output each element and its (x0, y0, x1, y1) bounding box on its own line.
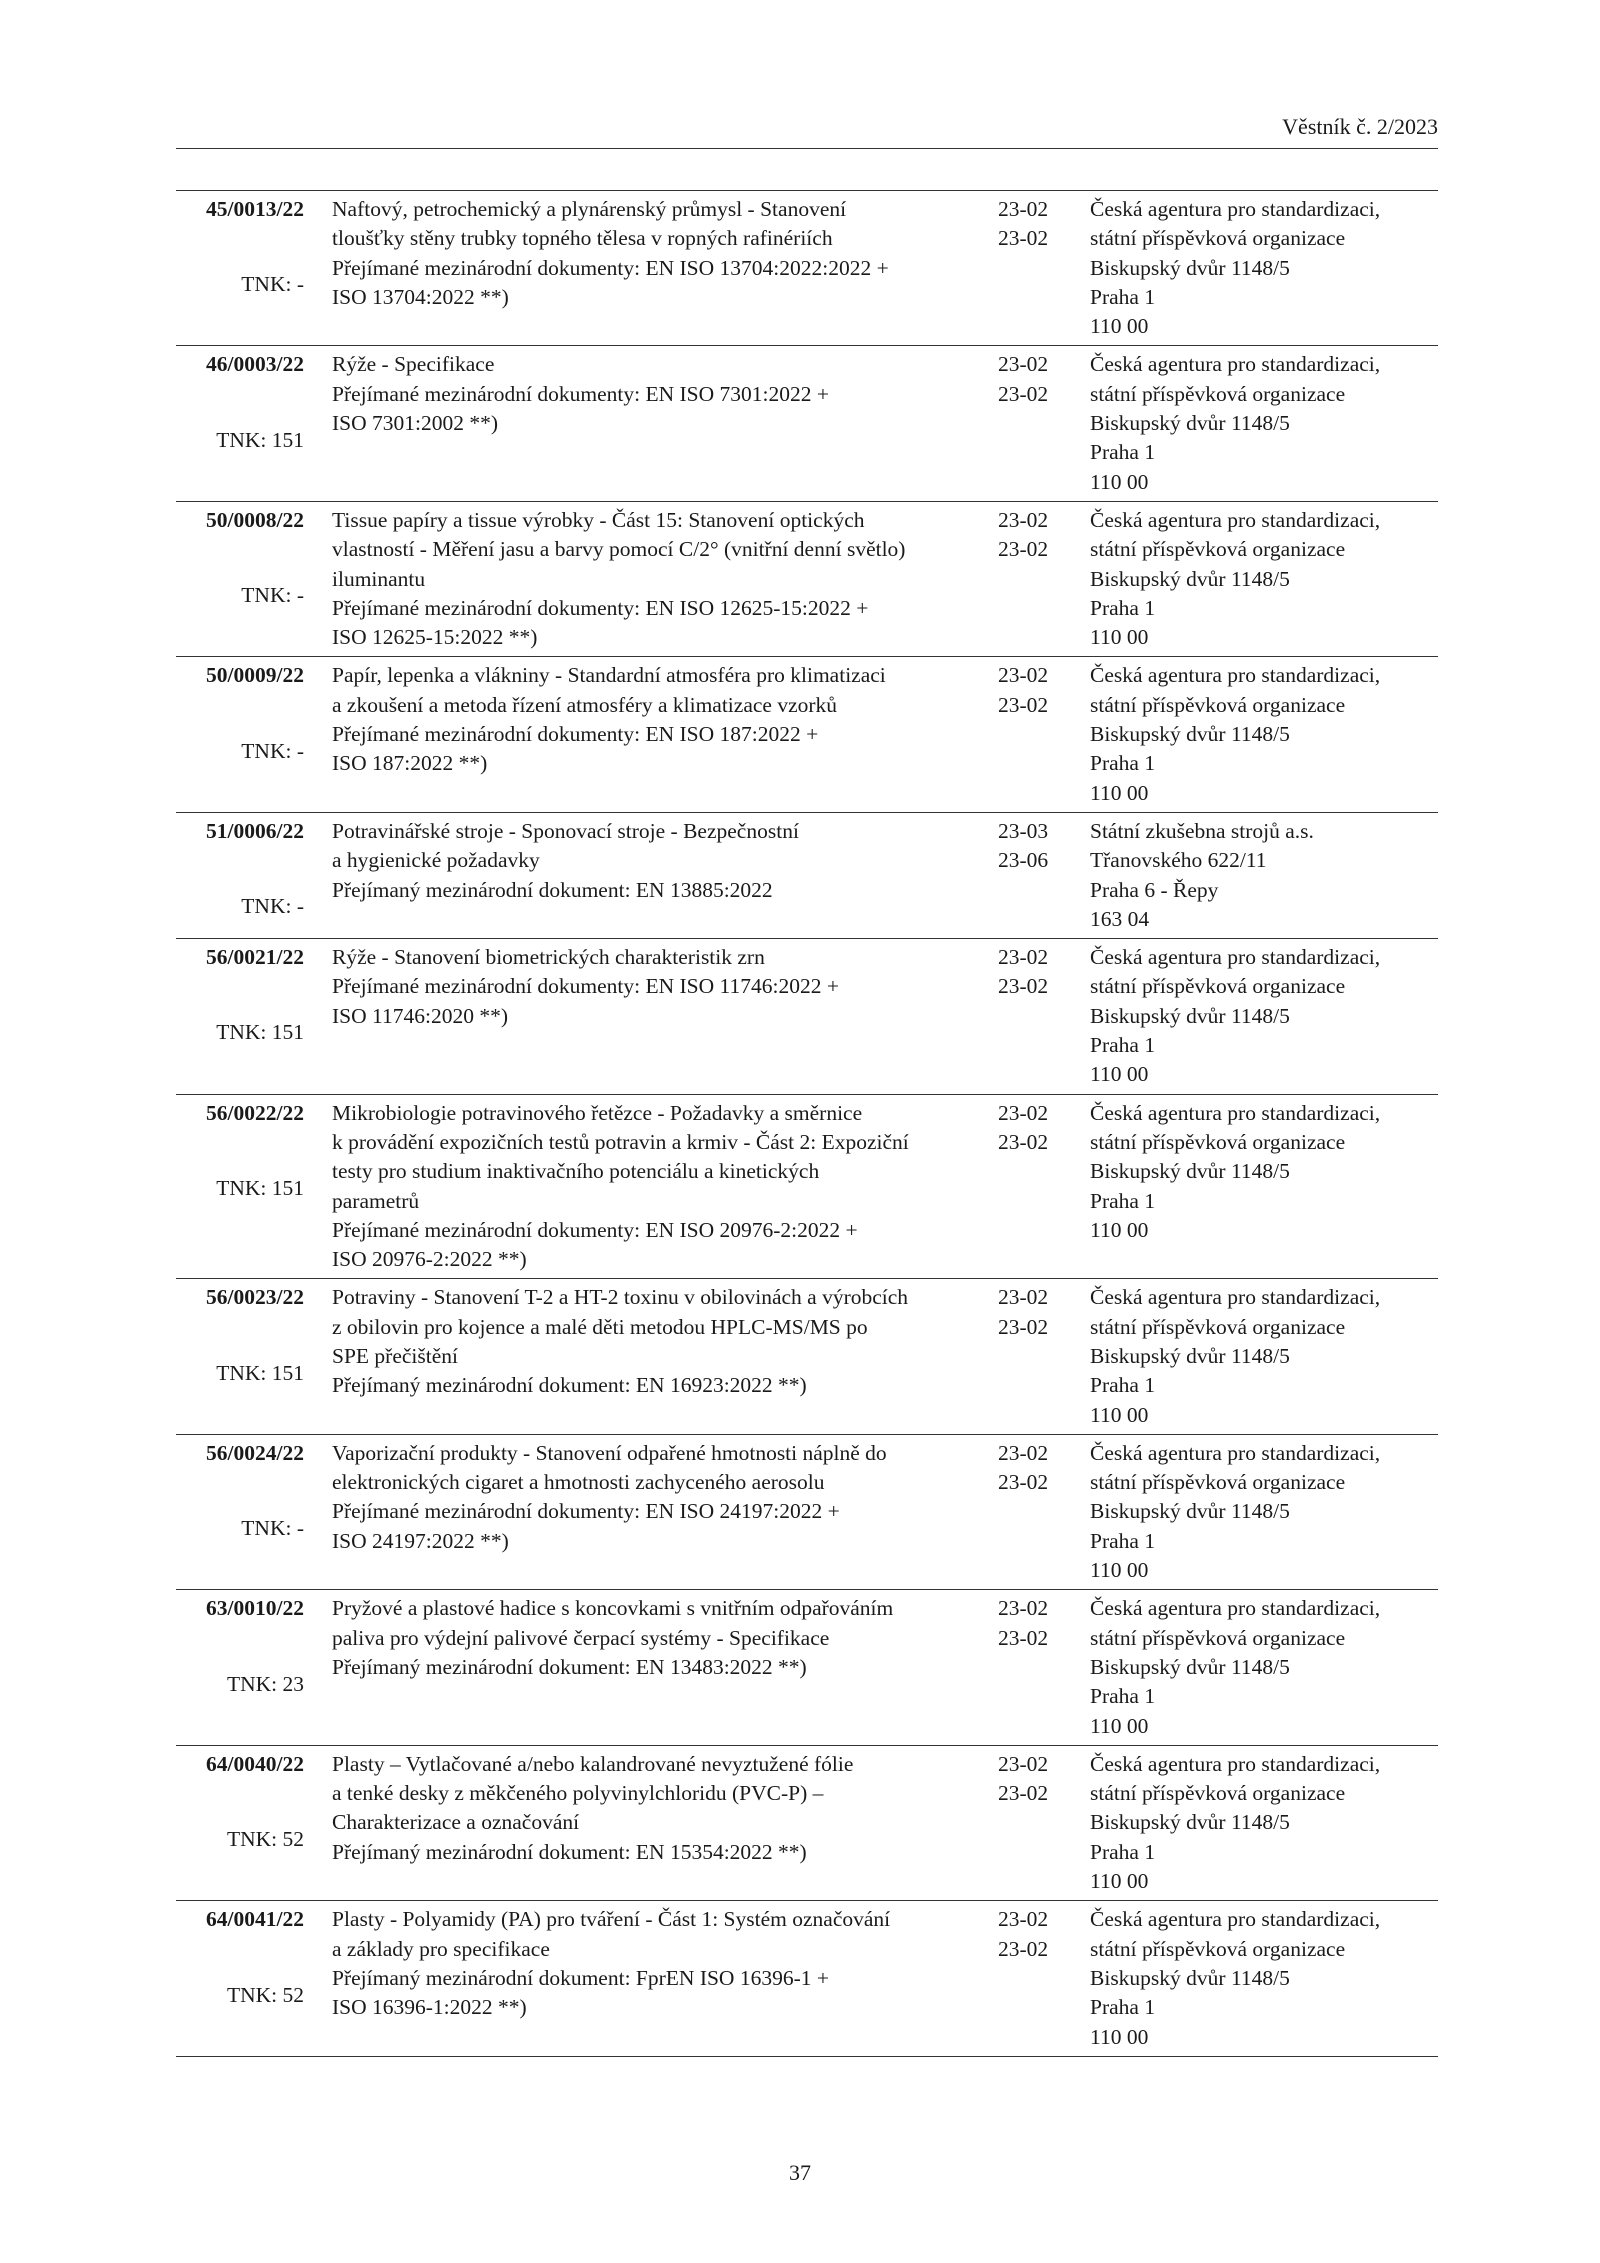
date-value: 23-02 (998, 1907, 1049, 1932)
code-cell (176, 943, 304, 1089)
organization-line: Praha 1 (1090, 440, 1156, 465)
table-row (176, 1901, 1438, 2056)
title-line: Přejímané mezinárodní dokumenty: EN ISO 13704:2022:2022 + (332, 255, 889, 280)
organization-cell (1090, 1099, 1438, 1275)
tnk-label: TNK: 52 (226, 1982, 304, 2007)
organization-line: Biskupský dvůr 1148/5 (1090, 411, 1290, 436)
title-line: SPE přečištění (332, 1343, 458, 1368)
organization-line: Praha 1 (1090, 1995, 1156, 2020)
page-footer (0, 2160, 1600, 2186)
tnk-label: TNK: - (241, 272, 304, 297)
title-line: Přejímaný mezinárodní dokument: EN 13885:2022 (332, 877, 773, 902)
dates-cell (998, 1750, 1068, 1896)
title-line: Potravinářské stroje - Sponovací stroje - Bezpečnostní (332, 818, 799, 843)
organization-line: 110 00 (1090, 1558, 1149, 1583)
organization-line: Praha 1 (1090, 751, 1156, 776)
organization-line: Česká agentura pro standardizaci, (1090, 1907, 1381, 1932)
title-line: Papír, lepenka a vlákniny - Standardní atmosféra pro klimatizaci (332, 663, 886, 688)
project-code: 46/0003/22 (206, 352, 304, 377)
dates-cell (998, 1594, 1068, 1740)
title-cell (332, 1439, 992, 1585)
title-cell (332, 195, 992, 341)
dates-cell (998, 1283, 1068, 1429)
organization-line: Třanovského 622/11 (1090, 848, 1267, 873)
title-cell (332, 350, 992, 496)
title-cell (332, 506, 992, 652)
organization-line: Česká agentura pro standardizaci, (1090, 1751, 1381, 1776)
title-line: Přejímaný mezinárodní dokument: EN 15354:2022 **) (332, 1839, 807, 1864)
table-row (176, 1279, 1438, 1434)
organization-line: 110 00 (1090, 1062, 1149, 1087)
organization-line: Česká agentura pro standardizaci, (1090, 352, 1381, 377)
organization-cell (1090, 1594, 1438, 1740)
organization-cell (1090, 1750, 1438, 1896)
table-row (176, 939, 1438, 1094)
title-line: Přejímané mezinárodní dokumenty: EN ISO 12625-15:2022 + (332, 595, 869, 620)
date-value: 23-03 (998, 818, 1049, 843)
organization-line: Biskupský dvůr 1148/5 (1090, 1343, 1290, 1368)
organization-line: státní příspěvková organizace (1090, 1625, 1346, 1650)
dates-cell (998, 1099, 1068, 1275)
title-line: testy pro studium inaktivačního potenciálu a kinetických (332, 1159, 820, 1184)
project-code: 51/0006/22 (206, 818, 304, 843)
tnk-label: TNK: 151 (216, 427, 304, 452)
organization-line: státní příspěvková organizace (1090, 537, 1346, 562)
date-value: 23-02 (998, 1596, 1049, 1621)
organization-line: státní příspěvková organizace (1090, 1314, 1346, 1339)
organization-line: 110 00 (1090, 2024, 1149, 2049)
date-value: 23-02 (998, 945, 1049, 970)
organization-line: Praha 1 (1090, 284, 1156, 309)
date-value: 23-02 (998, 197, 1049, 221)
title-line: Plasty - Polyamidy (PA) pro tváření - Část 1: Systém označování (332, 1907, 891, 1932)
title-line: Plasty – Vytlačované a/nebo kalandrované nevyztužené fólie (332, 1751, 854, 1776)
title-line: Přejímané mezinárodní dokumenty: EN ISO 24197:2022 + (332, 1499, 840, 1524)
tnk-label: TNK: - (241, 738, 304, 763)
organization-line: Česká agentura pro standardizaci, (1090, 1440, 1381, 1465)
organization-line: Česká agentura pro standardizaci, (1090, 1285, 1381, 1310)
dates-cell (998, 506, 1068, 652)
bulletin-title: Věstník č. 2/2023 (1282, 114, 1438, 139)
title-line: paliva pro výdejní palivové čerpací systémy - Specifikace (332, 1625, 830, 1650)
organization-line: Praha 1 (1090, 1188, 1156, 1213)
date-value: 23-02 (998, 381, 1049, 406)
organization-line: 110 00 (1090, 1402, 1149, 1427)
organization-line: 110 00 (1090, 1217, 1149, 1242)
organization-line: Biskupský dvůr 1148/5 (1090, 1965, 1290, 1990)
title-line: k provádění expozičních testů potravin a krmiv - Část 2: Expoziční (332, 1129, 909, 1154)
title-cell (332, 661, 992, 807)
organization-line: 110 00 (1090, 1869, 1149, 1894)
organization-line: Praha 1 (1090, 595, 1156, 620)
date-value: 23-02 (998, 1314, 1049, 1339)
date-value: 23-02 (998, 1100, 1049, 1125)
date-value: 23-02 (998, 537, 1049, 562)
organization-line: Česká agentura pro standardizaci, (1090, 945, 1381, 970)
table-row (176, 1590, 1438, 1745)
organization-cell (1090, 817, 1438, 934)
title-line: ISO 7301:2002 **) (332, 411, 499, 436)
project-code: 56/0021/22 (206, 945, 304, 970)
organization-line: Státní zkušebna strojů a.s. (1090, 818, 1314, 843)
project-code: 56/0023/22 (206, 1285, 304, 1310)
tnk-label: TNK: 151 (216, 1360, 304, 1385)
title-line: Naftový, petrochemický a plynárenský průmysl - Stanovení (332, 197, 847, 221)
date-value: 23-06 (998, 848, 1049, 873)
title-cell (332, 943, 992, 1089)
standards-table (176, 190, 1438, 2057)
organization-line: Biskupský dvůr 1148/5 (1090, 1003, 1290, 1028)
title-line: tloušťky stěny trubky topného tělesa v ropných rafinériích (332, 226, 833, 251)
organization-line: státní příspěvková organizace (1090, 1781, 1346, 1806)
title-line: Přejímaný mezinárodní dokument: EN 16923:2022 **) (332, 1373, 807, 1398)
table-row (176, 346, 1438, 501)
project-code: 56/0024/22 (206, 1440, 304, 1465)
organization-line: Biskupský dvůr 1148/5 (1090, 722, 1290, 747)
title-line: ISO 24197:2022 **) (332, 1528, 509, 1553)
table-row (176, 1095, 1438, 1280)
code-cell (176, 195, 304, 341)
title-line: vlastností - Měření jasu a barvy pomocí C/2° (vnitřní denní světlo) (332, 537, 906, 562)
date-value: 23-02 (998, 692, 1049, 717)
code-cell (176, 506, 304, 652)
code-cell (176, 661, 304, 807)
title-line: Potraviny - Stanovení T-2 a HT-2 toxinu v obilovinách a výrobcích (332, 1285, 909, 1310)
title-line: a zkoušení a metoda řízení atmosféry a klimatizace vzorků (332, 692, 838, 717)
code-cell (176, 1750, 304, 1896)
organization-line: Biskupský dvůr 1148/5 (1090, 1159, 1290, 1184)
title-line: elektronických cigaret a hmotnosti zachyceného aerosolu (332, 1470, 825, 1495)
table-row (176, 190, 1438, 346)
project-code: 64/0041/22 (206, 1907, 304, 1932)
title-line: Přejímaný mezinárodní dokument: EN 13483:2022 **) (332, 1654, 807, 1679)
dates-cell (998, 661, 1068, 807)
organization-line: Biskupský dvůr 1148/5 (1090, 1654, 1290, 1679)
organization-line: 110 00 (1090, 1713, 1149, 1738)
title-line: Tissue papíry a tissue výrobky - Část 15: Stanovení optických (332, 507, 865, 532)
organization-line: Praha 1 (1090, 1839, 1156, 1864)
organization-line: Praha 6 - Řepy (1090, 877, 1219, 902)
title-line: ISO 20976-2:2022 **) (332, 1247, 527, 1272)
date-value: 23-02 (998, 663, 1049, 688)
title-line: Pryžové a plastové hadice s koncovkami s vnitřním odpařováním (332, 1596, 894, 1621)
title-line: iluminantu (332, 566, 426, 591)
organization-line: Biskupský dvůr 1148/5 (1090, 255, 1290, 280)
organization-line: státní příspěvková organizace (1090, 226, 1346, 251)
date-value: 23-02 (998, 1751, 1049, 1776)
organization-line: Praha 1 (1090, 1033, 1156, 1058)
title-line: ISO 12625-15:2022 **) (332, 625, 538, 650)
page-header (176, 112, 1438, 149)
date-value: 23-02 (998, 1625, 1049, 1650)
organization-line: Biskupský dvůr 1148/5 (1090, 566, 1290, 591)
tnk-label: TNK: - (241, 894, 304, 919)
title-line: Přejímané mezinárodní dokumenty: EN ISO 20976-2:2022 + (332, 1217, 858, 1242)
title-line: parametrů (332, 1188, 420, 1213)
dates-cell (998, 943, 1068, 1089)
organization-line: státní příspěvková organizace (1090, 381, 1346, 406)
title-line: Přejímaný mezinárodní dokument: FprEN ISO 16396-1 + (332, 1965, 829, 1990)
project-code: 45/0013/22 (206, 197, 304, 221)
date-value: 23-02 (998, 352, 1049, 377)
title-cell (332, 1283, 992, 1429)
dates-cell (998, 350, 1068, 496)
organization-cell (1090, 1283, 1438, 1429)
date-value: 23-02 (998, 226, 1049, 251)
date-value: 23-02 (998, 1470, 1049, 1495)
organization-line: Česká agentura pro standardizaci, (1090, 1596, 1381, 1621)
organization-line: Biskupský dvůr 1148/5 (1090, 1499, 1290, 1524)
title-line: ISO 13704:2022 **) (332, 284, 509, 309)
organization-line: Praha 1 (1090, 1684, 1156, 1709)
table-row (176, 1435, 1438, 1590)
organization-line: 110 00 (1090, 314, 1149, 339)
tnk-label: TNK: - (241, 583, 304, 608)
organization-line: Praha 1 (1090, 1528, 1156, 1553)
date-value: 23-02 (998, 1440, 1049, 1465)
title-cell (332, 1750, 992, 1896)
code-cell (176, 350, 304, 496)
project-code: 64/0040/22 (206, 1751, 304, 1776)
code-cell (176, 1099, 304, 1275)
title-cell (332, 1905, 992, 2051)
project-code: 50/0009/22 (206, 663, 304, 688)
date-value: 23-02 (998, 1936, 1049, 1961)
code-cell (176, 1594, 304, 1740)
dates-cell (998, 1905, 1068, 2051)
organization-line: státní příspěvková organizace (1090, 1470, 1346, 1495)
organization-line: 163 04 (1090, 906, 1150, 931)
table-row (176, 1746, 1438, 1901)
title-line: ISO 187:2022 **) (332, 751, 488, 776)
organization-line: 110 00 (1090, 625, 1149, 650)
table-row (176, 657, 1438, 812)
title-line: ISO 16396-1:2022 **) (332, 1995, 527, 2020)
tnk-label: TNK: 23 (226, 1671, 304, 1696)
dates-cell (998, 817, 1068, 934)
title-line: a základy pro specifikace (332, 1936, 550, 1961)
organization-line: státní příspěvková organizace (1090, 1936, 1346, 1961)
title-line: Charakterizace a označování (332, 1810, 580, 1835)
tnk-label: TNK: 52 (226, 1827, 304, 1852)
title-cell (332, 817, 992, 934)
title-cell (332, 1594, 992, 1740)
organization-cell (1090, 1905, 1438, 2051)
dates-cell (998, 1439, 1068, 1585)
organization-line: 110 00 (1090, 469, 1149, 494)
title-line: Vaporizační produkty - Stanovení odpařené hmotnosti náplně do (332, 1440, 887, 1465)
project-code: 56/0022/22 (206, 1100, 304, 1125)
organization-line: Biskupský dvůr 1148/5 (1090, 1810, 1290, 1835)
project-code: 63/0010/22 (206, 1596, 304, 1621)
title-line: Přejímané mezinárodní dokumenty: EN ISO 7301:2022 + (332, 381, 829, 406)
date-value: 23-02 (998, 507, 1049, 532)
project-code: 50/0008/22 (206, 507, 304, 532)
code-cell (176, 1439, 304, 1585)
date-value: 23-02 (998, 974, 1049, 999)
code-cell (176, 1905, 304, 2051)
date-value: 23-02 (998, 1129, 1049, 1154)
code-cell (176, 1283, 304, 1429)
organization-cell (1090, 661, 1438, 807)
organization-line: Česká agentura pro standardizaci, (1090, 1100, 1381, 1125)
organization-line: státní příspěvková organizace (1090, 974, 1346, 999)
page-number: 37 (789, 2160, 811, 2185)
code-cell (176, 817, 304, 934)
table-row (176, 813, 1438, 939)
date-value: 23-02 (998, 1285, 1049, 1310)
organization-cell (1090, 195, 1438, 341)
title-line: Mikrobiologie potravinového řetězce - Požadavky a směrnice (332, 1100, 863, 1125)
organization-line: státní příspěvková organizace (1090, 692, 1346, 717)
organization-line: státní příspěvková organizace (1090, 1129, 1346, 1154)
title-line: ISO 11746:2020 **) (332, 1003, 508, 1028)
table-row (176, 502, 1438, 657)
organization-cell (1090, 1439, 1438, 1585)
title-line: Rýže - Stanovení biometrických charakteristik zrn (332, 945, 765, 970)
tnk-label: TNK: 151 (216, 1175, 304, 1200)
organization-cell (1090, 943, 1438, 1089)
title-line: a hygienické požadavky (332, 848, 540, 873)
title-line: Rýže - Specifikace (332, 352, 495, 377)
title-line: z obilovin pro kojence a malé děti metodou HPLC-MS/MS po (332, 1314, 868, 1339)
date-value: 23-02 (998, 1781, 1049, 1806)
organization-line: Praha 1 (1090, 1373, 1156, 1398)
organization-line: Česká agentura pro standardizaci, (1090, 507, 1381, 532)
organization-line: Česká agentura pro standardizaci, (1090, 663, 1381, 688)
organization-line: 110 00 (1090, 780, 1149, 805)
title-line: Přejímané mezinárodní dokumenty: EN ISO 187:2022 + (332, 722, 819, 747)
title-line: Přejímané mezinárodní dokumenty: EN ISO 11746:2022 + (332, 974, 839, 999)
organization-line: Česká agentura pro standardizaci, (1090, 197, 1381, 221)
organization-cell (1090, 506, 1438, 652)
title-cell (332, 1099, 992, 1275)
dates-cell (998, 195, 1068, 341)
title-line: a tenké desky z měkčeného polyvinylchloridu (PVC-P) – (332, 1781, 824, 1806)
tnk-label: TNK: - (241, 1516, 304, 1541)
tnk-label: TNK: 151 (216, 1020, 304, 1045)
organization-cell (1090, 350, 1438, 496)
